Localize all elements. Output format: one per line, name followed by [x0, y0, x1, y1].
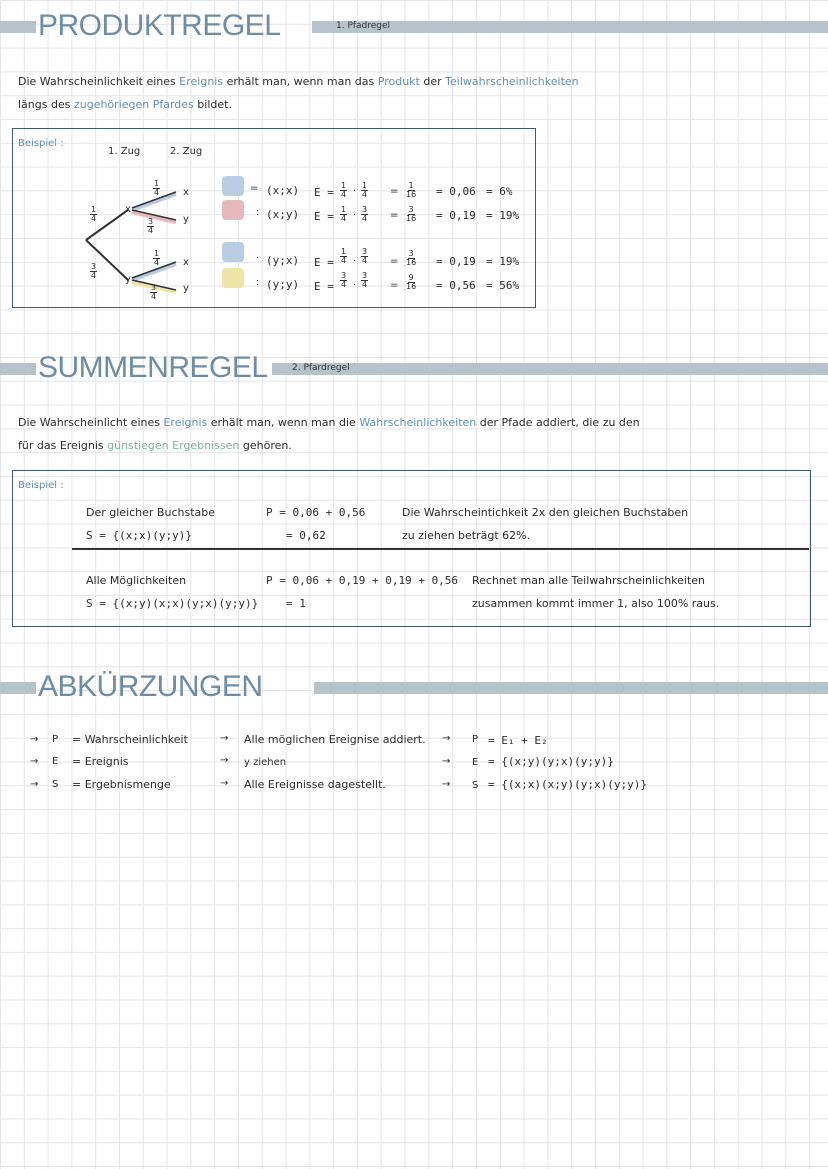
example1-result: = 0,62 — [286, 529, 326, 542]
prob-root-y: $\frac{3}{4}$ — [91, 262, 97, 281]
example2-title: Alle Möglichkeiten — [86, 574, 187, 587]
header-bar-right — [314, 682, 828, 694]
summenregel-definition-line2: für das Ereignis günstiegen Ergebnissen gehören. — [18, 439, 292, 452]
zug1-label: 1. Zug — [108, 146, 141, 157]
term-teilwahrscheinlichkeiten: Teilwahrscheinlichkeiten — [445, 75, 579, 88]
arrow-icon: → — [220, 755, 229, 766]
arrow-icon: → — [442, 733, 451, 744]
arrow-icon: → — [442, 779, 451, 790]
produktregel-subtitle: 1. Pfadregel — [336, 21, 391, 31]
prob-x-y: $\frac{3}{4}$ — [148, 217, 154, 236]
example2-text-line1: Rechnet man alle Teilwahrscheinlichkeiten — [472, 574, 706, 587]
example2-prob: P = 0,06 + 0,19 + 0,19 + 0,56 — [266, 574, 459, 587]
header-bar-left — [0, 682, 36, 694]
leaf-y2: y — [183, 283, 189, 294]
arrow-icon: → — [220, 778, 229, 789]
example1-set: S = {(x;x)(y;y)} — [86, 529, 192, 542]
header-bar-right — [272, 363, 828, 375]
header-bar-left — [0, 363, 36, 375]
example1-text-line1: Die Wahrscheintichkeit 2x den gleichen Buchstaben — [402, 506, 689, 519]
node-x: x — [125, 204, 131, 215]
example2-result: = 1 — [286, 597, 306, 610]
leaf-x2: x — [183, 257, 189, 268]
summenregel-example-label: Beispiel : — [18, 480, 64, 491]
produktregel-definition-line1: Die Wahrscheinlichkeit eines Ereignis erhält man, wenn man das Produkt der Teilwahrscheinlichkeiten — [18, 75, 579, 88]
arrow-icon: → — [30, 756, 39, 767]
summenregel-subtitle: 2. Pfardregel — [292, 363, 350, 373]
leaf-x1: x — [183, 187, 189, 198]
arrow-icon: → — [220, 733, 229, 744]
prob-x-x: $\frac{1}{4}$ — [154, 179, 160, 198]
example-divider — [72, 548, 809, 550]
term-produkt: Produkt — [377, 75, 420, 88]
example2-text-line2: zusammen kommt immer 1, also 100% raus. — [472, 597, 720, 610]
prob-root-x: $\frac{1}{4}$ — [91, 205, 97, 224]
prob-y-y: $\frac{3}{4}$ — [151, 283, 157, 302]
header-bar-left — [0, 21, 36, 33]
swatch-xy — [222, 200, 244, 220]
arrow-icon: → — [442, 756, 451, 767]
summenregel-definition-line1: Die Wahrscheinlicht eines Ereignis erhält man, wenn man die Wahrscheinlichkeiten der Pfade addiert, die zu den — [18, 416, 640, 429]
example1-title: Der gleicher Buchstabe — [86, 506, 215, 519]
abkuerzungen-title: ABKÜRZUNGEN — [38, 670, 263, 703]
produktregel-example-label: Beispiel : — [18, 138, 64, 149]
example2-set: S = {(x;y)(x;x)(y;x)(y;y)} — [86, 597, 259, 610]
swatch-yx — [222, 242, 244, 262]
example1-text-line2: zu ziehen beträgt 62%. — [402, 529, 531, 542]
leaf-y1: y — [183, 214, 189, 225]
term-ereignis: Ereignis — [179, 75, 224, 88]
tree-diagram — [80, 170, 210, 305]
zug2-label: 2. Zug — [170, 146, 203, 157]
node-y: y — [125, 274, 131, 285]
swatch-xx — [222, 176, 244, 196]
swatch-yy — [222, 268, 244, 288]
produktregel-title: PRODUKTREGEL — [38, 9, 281, 42]
arrow-icon: → — [30, 734, 39, 745]
arrow-icon: → — [30, 779, 39, 790]
example1-prob: P = 0,06 + 0,56 — [266, 506, 366, 519]
prob-y-x: $\frac{1}{4}$ — [154, 249, 160, 268]
summenregel-title: SUMMENREGEL — [38, 351, 268, 384]
produktregel-definition-line2: längs des zugehöriegen Pfardes bildet. — [18, 98, 232, 111]
